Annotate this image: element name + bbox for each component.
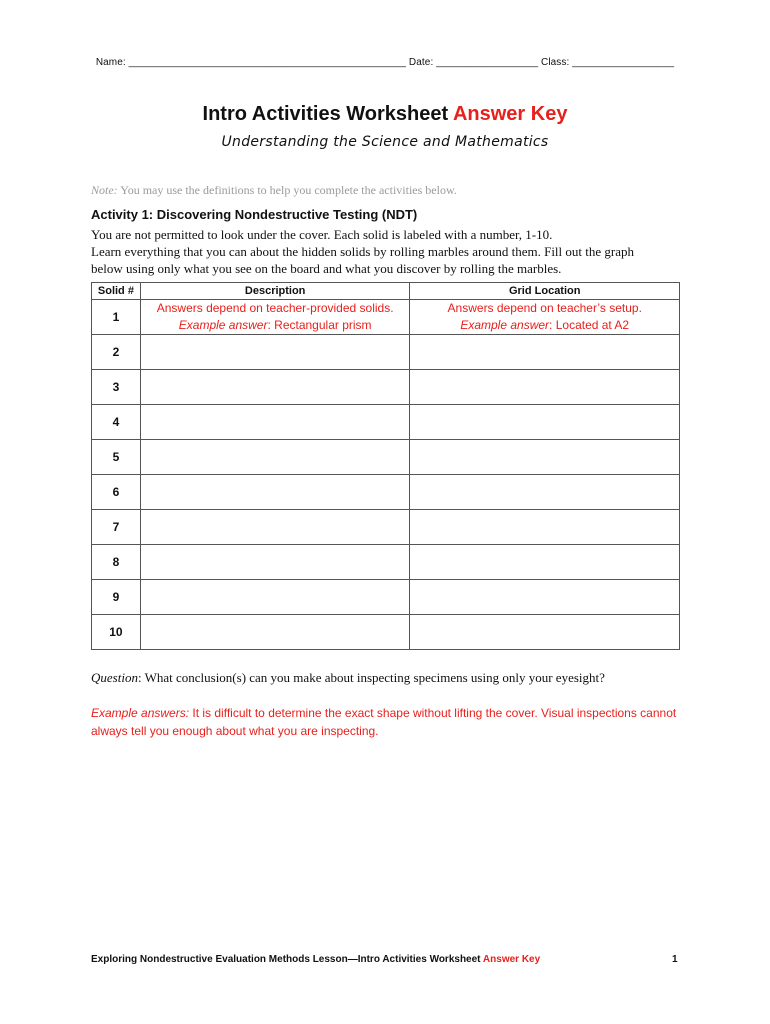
question-text: : What conclusion(s) can you make about inspecting specimens using only your eyesight? [137, 670, 605, 685]
description-cell[interactable] [140, 370, 410, 405]
table-header-row [92, 283, 680, 300]
grid-location-cell[interactable] [410, 580, 680, 615]
table-row [92, 405, 680, 440]
table-row [92, 335, 680, 370]
description-cell[interactable] [140, 440, 410, 475]
description-cell[interactable] [140, 580, 410, 615]
solid-number: 9 [92, 580, 141, 615]
header-description: Description [140, 283, 410, 300]
page-number: 1 [672, 954, 678, 965]
solid-number: 10 [92, 615, 141, 650]
table-row [92, 440, 680, 475]
table-row [92, 580, 680, 615]
page-title [0, 103, 770, 126]
grid-location-cell[interactable] [410, 300, 680, 335]
note [91, 183, 457, 198]
description-example [141, 317, 410, 334]
title-answer-key: Answer Key [452, 103, 568, 125]
table-row [92, 510, 680, 545]
grid-location-cell[interactable] [410, 475, 680, 510]
description-cell[interactable] [140, 300, 410, 335]
solid-number: 6 [92, 475, 141, 510]
grid-location-cell[interactable] [410, 405, 680, 440]
description-cell[interactable] [140, 545, 410, 580]
grid-location-cell[interactable] [410, 370, 680, 405]
note-label: Note: [91, 183, 118, 197]
solid-number: 2 [92, 335, 141, 370]
description-cell[interactable] [140, 615, 410, 650]
example-answer [91, 704, 691, 740]
grid-location-cell[interactable] [410, 510, 680, 545]
grid-location-cell[interactable] [410, 615, 680, 650]
answer-text: It is difficult to determine the exact shape without lifting the cover. Visual inspections cannot always tell you enough about what you are inspecting. [91, 706, 677, 738]
solids-table [91, 282, 680, 650]
solid-number: 3 [92, 370, 141, 405]
grid-answer: Answers depend on teacher’s setup. [447, 301, 642, 315]
table-row [92, 545, 680, 580]
instruction-line: You are not permitted to look under the cover. Each solid is labeled with a number, 1-10. [91, 227, 553, 242]
name-date-class-line: Name: _________________________________________________ Date: __________________ Class: __________________ [95, 57, 675, 68]
table-row [92, 615, 680, 650]
table-row [92, 370, 680, 405]
solid-number: 1 [92, 300, 141, 335]
activity-heading: Activity 1: Discovering Nondestructive Testing (NDT) [91, 207, 418, 222]
example-label: Example answer [460, 318, 550, 332]
header-grid-location: Grid Location [410, 283, 680, 300]
footer-text: Exploring Nondestructive Evaluation Methods Lesson—Intro Activities Worksheet [91, 954, 483, 965]
example-label: Example answer [178, 318, 268, 332]
example-text: : Rectangular prism [267, 318, 372, 332]
description-answer: Answers depend on teacher-provided solids. [156, 301, 394, 315]
description-cell[interactable] [140, 475, 410, 510]
footer-answer-key: Answer Key [482, 954, 541, 965]
solid-number: 7 [92, 510, 141, 545]
description-cell[interactable] [140, 335, 410, 370]
instruction-line: Learn everything that you can about the hidden solids by rolling marbles around them. Fill out the graph [91, 244, 634, 259]
note-text: You may use the definitions to help you complete the activities below. [117, 183, 457, 197]
answer-label: Example answers: [91, 706, 190, 720]
solid-number: 8 [92, 545, 141, 580]
description-cell[interactable] [140, 510, 410, 545]
table-row [92, 475, 680, 510]
solid-number: 4 [92, 405, 141, 440]
page-subtitle: Understanding the Science and Mathematics [221, 134, 549, 150]
grid-location-cell[interactable] [410, 545, 680, 580]
header-solid: Solid # [92, 283, 141, 300]
instruction-line: below using only what you see on the board and what you discover by rolling the marbles. [91, 261, 562, 276]
activity-instructions [91, 226, 691, 277]
grid-example [410, 317, 679, 334]
grid-location-cell[interactable] [410, 440, 680, 475]
example-text: : Located at A2 [549, 318, 630, 332]
question [91, 670, 605, 686]
grid-location-cell[interactable] [410, 335, 680, 370]
description-cell[interactable] [140, 405, 410, 440]
solid-number: 5 [92, 440, 141, 475]
question-label: Question [91, 670, 138, 685]
footer [91, 954, 540, 965]
table-row [92, 300, 680, 335]
title-main: Intro Activities Worksheet [202, 103, 449, 125]
